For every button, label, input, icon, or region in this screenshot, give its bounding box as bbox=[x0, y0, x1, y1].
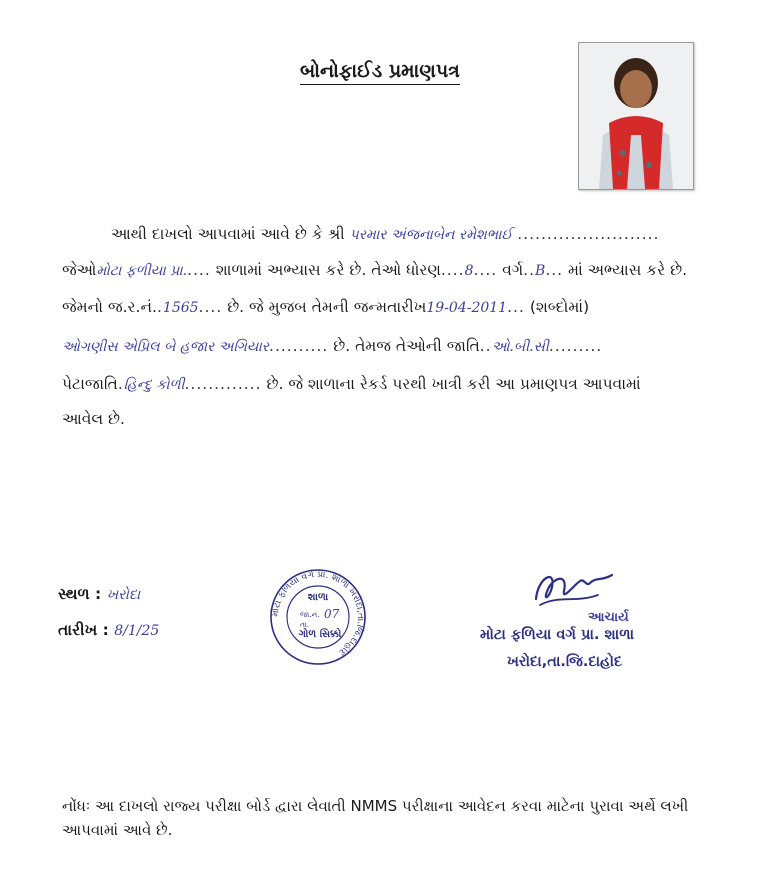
place-value: ખરોદા bbox=[106, 587, 141, 603]
principal-title: આચાર્ય bbox=[588, 610, 629, 625]
standard-dots-trail: .... bbox=[473, 261, 498, 279]
stamp-center-top: શાળા bbox=[307, 592, 329, 603]
subcaste-dots: . bbox=[117, 375, 124, 393]
birth-date-value: 19-04-2011 bbox=[426, 300, 508, 316]
stamp-ring-text: મોટા ફળિયા વર્ગ પ્રા. શાળા ખરોદા,તા.જિ.દાહોદ bbox=[270, 569, 366, 658]
principal-signature bbox=[528, 565, 620, 613]
line1-prefix: આથી દાખલો આપવામાં આવે છે કે શ્રી bbox=[110, 225, 345, 243]
principal-school-stamp: મોટા ફળિયા વર્ગ પ્રા. શાળા bbox=[480, 627, 635, 643]
standard-dots: .... bbox=[440, 261, 465, 279]
student-photo-image bbox=[579, 43, 693, 189]
date-value: 8/1/25 bbox=[114, 623, 160, 639]
stamp-number-label: જા.નં. bbox=[300, 610, 320, 619]
line3-suffix: (શબ્દોમાં) bbox=[529, 298, 590, 316]
caste-dots-trail: ......... bbox=[548, 337, 603, 355]
subcaste-value: હિન્દુ કોળી bbox=[123, 377, 185, 393]
stamp-date-label: તા. bbox=[300, 620, 310, 629]
line5-prefix: પેટાજાતિ bbox=[62, 375, 118, 393]
student-name-dots: ........................ bbox=[517, 225, 660, 243]
student-photo bbox=[578, 42, 694, 190]
certificate-title: બોનોફાઈડ પ્રમાણપત્ર bbox=[300, 60, 460, 85]
school-name-dots: .... bbox=[187, 261, 211, 279]
principal-address-stamp: ખરોદા,તા.જિ.દાહોદ bbox=[507, 654, 623, 670]
line2-suffix: માં અભ્યાસ કરે છે. bbox=[568, 261, 688, 279]
gr-number-dots: . bbox=[156, 298, 163, 316]
standard-value: 8 bbox=[464, 263, 474, 279]
gr-number-value: 1565 bbox=[162, 300, 199, 316]
line3-prefix: જેમનો જ.ર.નં. bbox=[62, 298, 157, 316]
line3-mid: છે. જે મુજબ તેમની જન્મતારીખ bbox=[227, 298, 427, 316]
school-name-value: મોટા ફળીયા પ્રા. bbox=[96, 263, 188, 279]
stamp-number-value: 07 bbox=[324, 607, 340, 621]
certificate-line-6 bbox=[62, 410, 722, 429]
line5-suffix: છે. જે શાળાના રેકર્ડ પરથી ખાત્રી કરી આ પ્રમાણપત્ર આપવામાં bbox=[266, 375, 641, 393]
place-label: સ્થળ : bbox=[58, 585, 102, 603]
date-label: તારીખ : bbox=[58, 621, 109, 639]
line2-prefix: જેઓ bbox=[62, 261, 97, 279]
school-round-stamp bbox=[262, 567, 374, 667]
certificate-line-1 bbox=[62, 225, 722, 244]
student-name-value: પરમાર અંજનાબેન રમેશભાઈ bbox=[349, 227, 513, 243]
certificate-line-2 bbox=[62, 261, 722, 280]
birth-date-words-value: ઓગણીસ એપ્રિલ બે હજાર અગિયાર bbox=[62, 339, 270, 355]
division-value: B bbox=[535, 263, 546, 279]
date-field bbox=[58, 621, 159, 640]
line4-mid: છે. તેમજ તેઓની જાતિ bbox=[333, 337, 480, 355]
certificate-line-3 bbox=[62, 298, 722, 317]
division-dots-trail: ... bbox=[545, 261, 564, 279]
division-dots: .. bbox=[523, 261, 536, 279]
caste-value: ઓ.બી.સી bbox=[491, 339, 549, 355]
footnote: નોંધઃ આ દાખલો રાજ્ય પરીક્ષા બોર્ડ દ્વારા લેવાતી NMMS પરીક્ષાના આવેદન કરવા માટેના પુરાવા અર્થે લખી આપવામાં આવે છે. bbox=[62, 797, 689, 839]
certificate-line-5 bbox=[62, 375, 722, 394]
birth-date-words-dots: .......... bbox=[269, 337, 329, 355]
stamp-center-bottom: ગોળ સિક્કો bbox=[298, 629, 342, 640]
subcaste-dots-trail: ............. bbox=[184, 375, 262, 393]
gr-number-dots-trail: .... bbox=[198, 298, 223, 316]
birth-date-dots: ... bbox=[507, 298, 525, 316]
certificate-line-4 bbox=[62, 337, 722, 356]
place-field bbox=[58, 585, 140, 604]
line6-text: આવેલ છે. bbox=[62, 410, 125, 428]
line2-mid: શાળામાં અભ્યાસ કરે છે. તેઓ ધોરણ bbox=[215, 261, 441, 279]
caste-dots: .. bbox=[479, 337, 492, 355]
class-label: વર્ગ bbox=[502, 261, 524, 279]
